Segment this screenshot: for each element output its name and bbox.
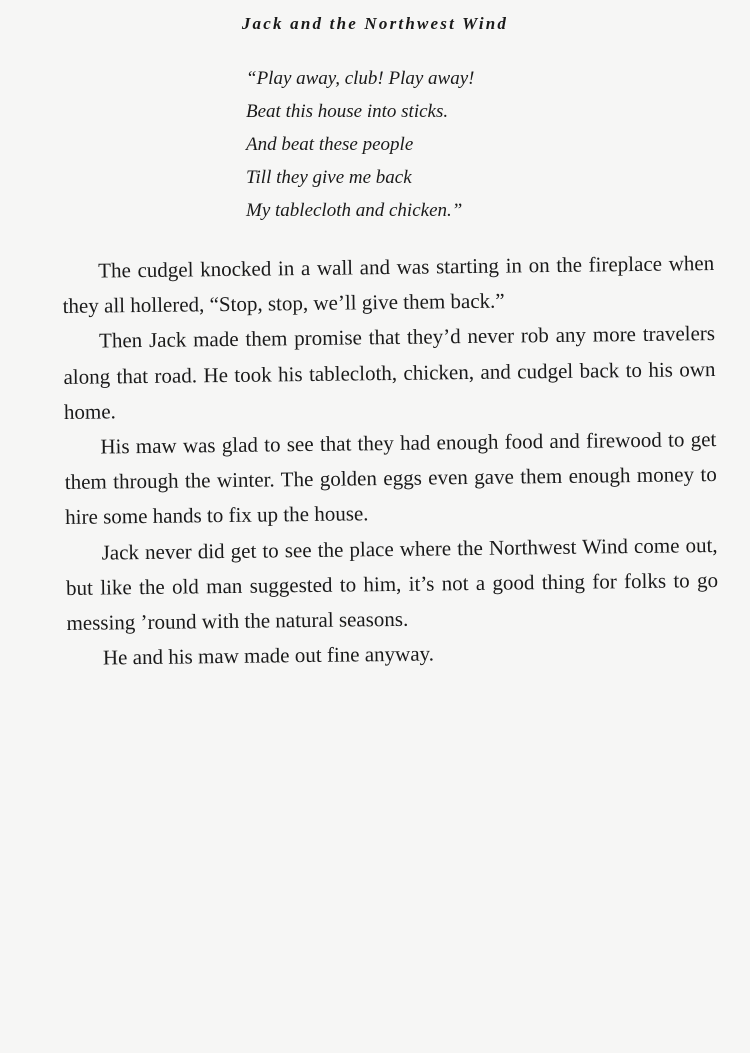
- paragraph: He and his maw made out fine anyway.: [102, 641, 435, 670]
- paragraph: Jack never did get to see the place where the Northwest Wind come out, but like the old man suggested to him, it’s not a good thing for folks to go messing ’round with the natural seasons.: [65, 532, 719, 636]
- verse-line: Till they give me back: [246, 167, 412, 188]
- verse-line: Beat this house into sticks.: [246, 101, 449, 122]
- running-head: Jack and the Northwest Wind: [241, 14, 509, 33]
- verse-line: And beat these people: [246, 134, 414, 155]
- body-text: [62, 246, 719, 676]
- paragraph: His maw was glad to see that they had enough food and firewood to get them through the winter. The golden eggs even gave them enough money to hire some hands to fix up the house.: [64, 427, 717, 530]
- verse-block: [246, 62, 474, 227]
- verse-line: “Play away, club! Play away!: [246, 68, 475, 89]
- verse-line: My tablecloth and chicken.”: [246, 200, 463, 221]
- paragraph: The cudgel knocked in a wall and was starting in on the fireplace when they all hollered, “Stop, stop, we’ll give them back.”: [62, 251, 715, 319]
- paragraph: Then Jack made them promise that they’d never rob any more travelers along that road. He took his tablecloth, chicken, and cudgel back to his own home.: [63, 321, 716, 424]
